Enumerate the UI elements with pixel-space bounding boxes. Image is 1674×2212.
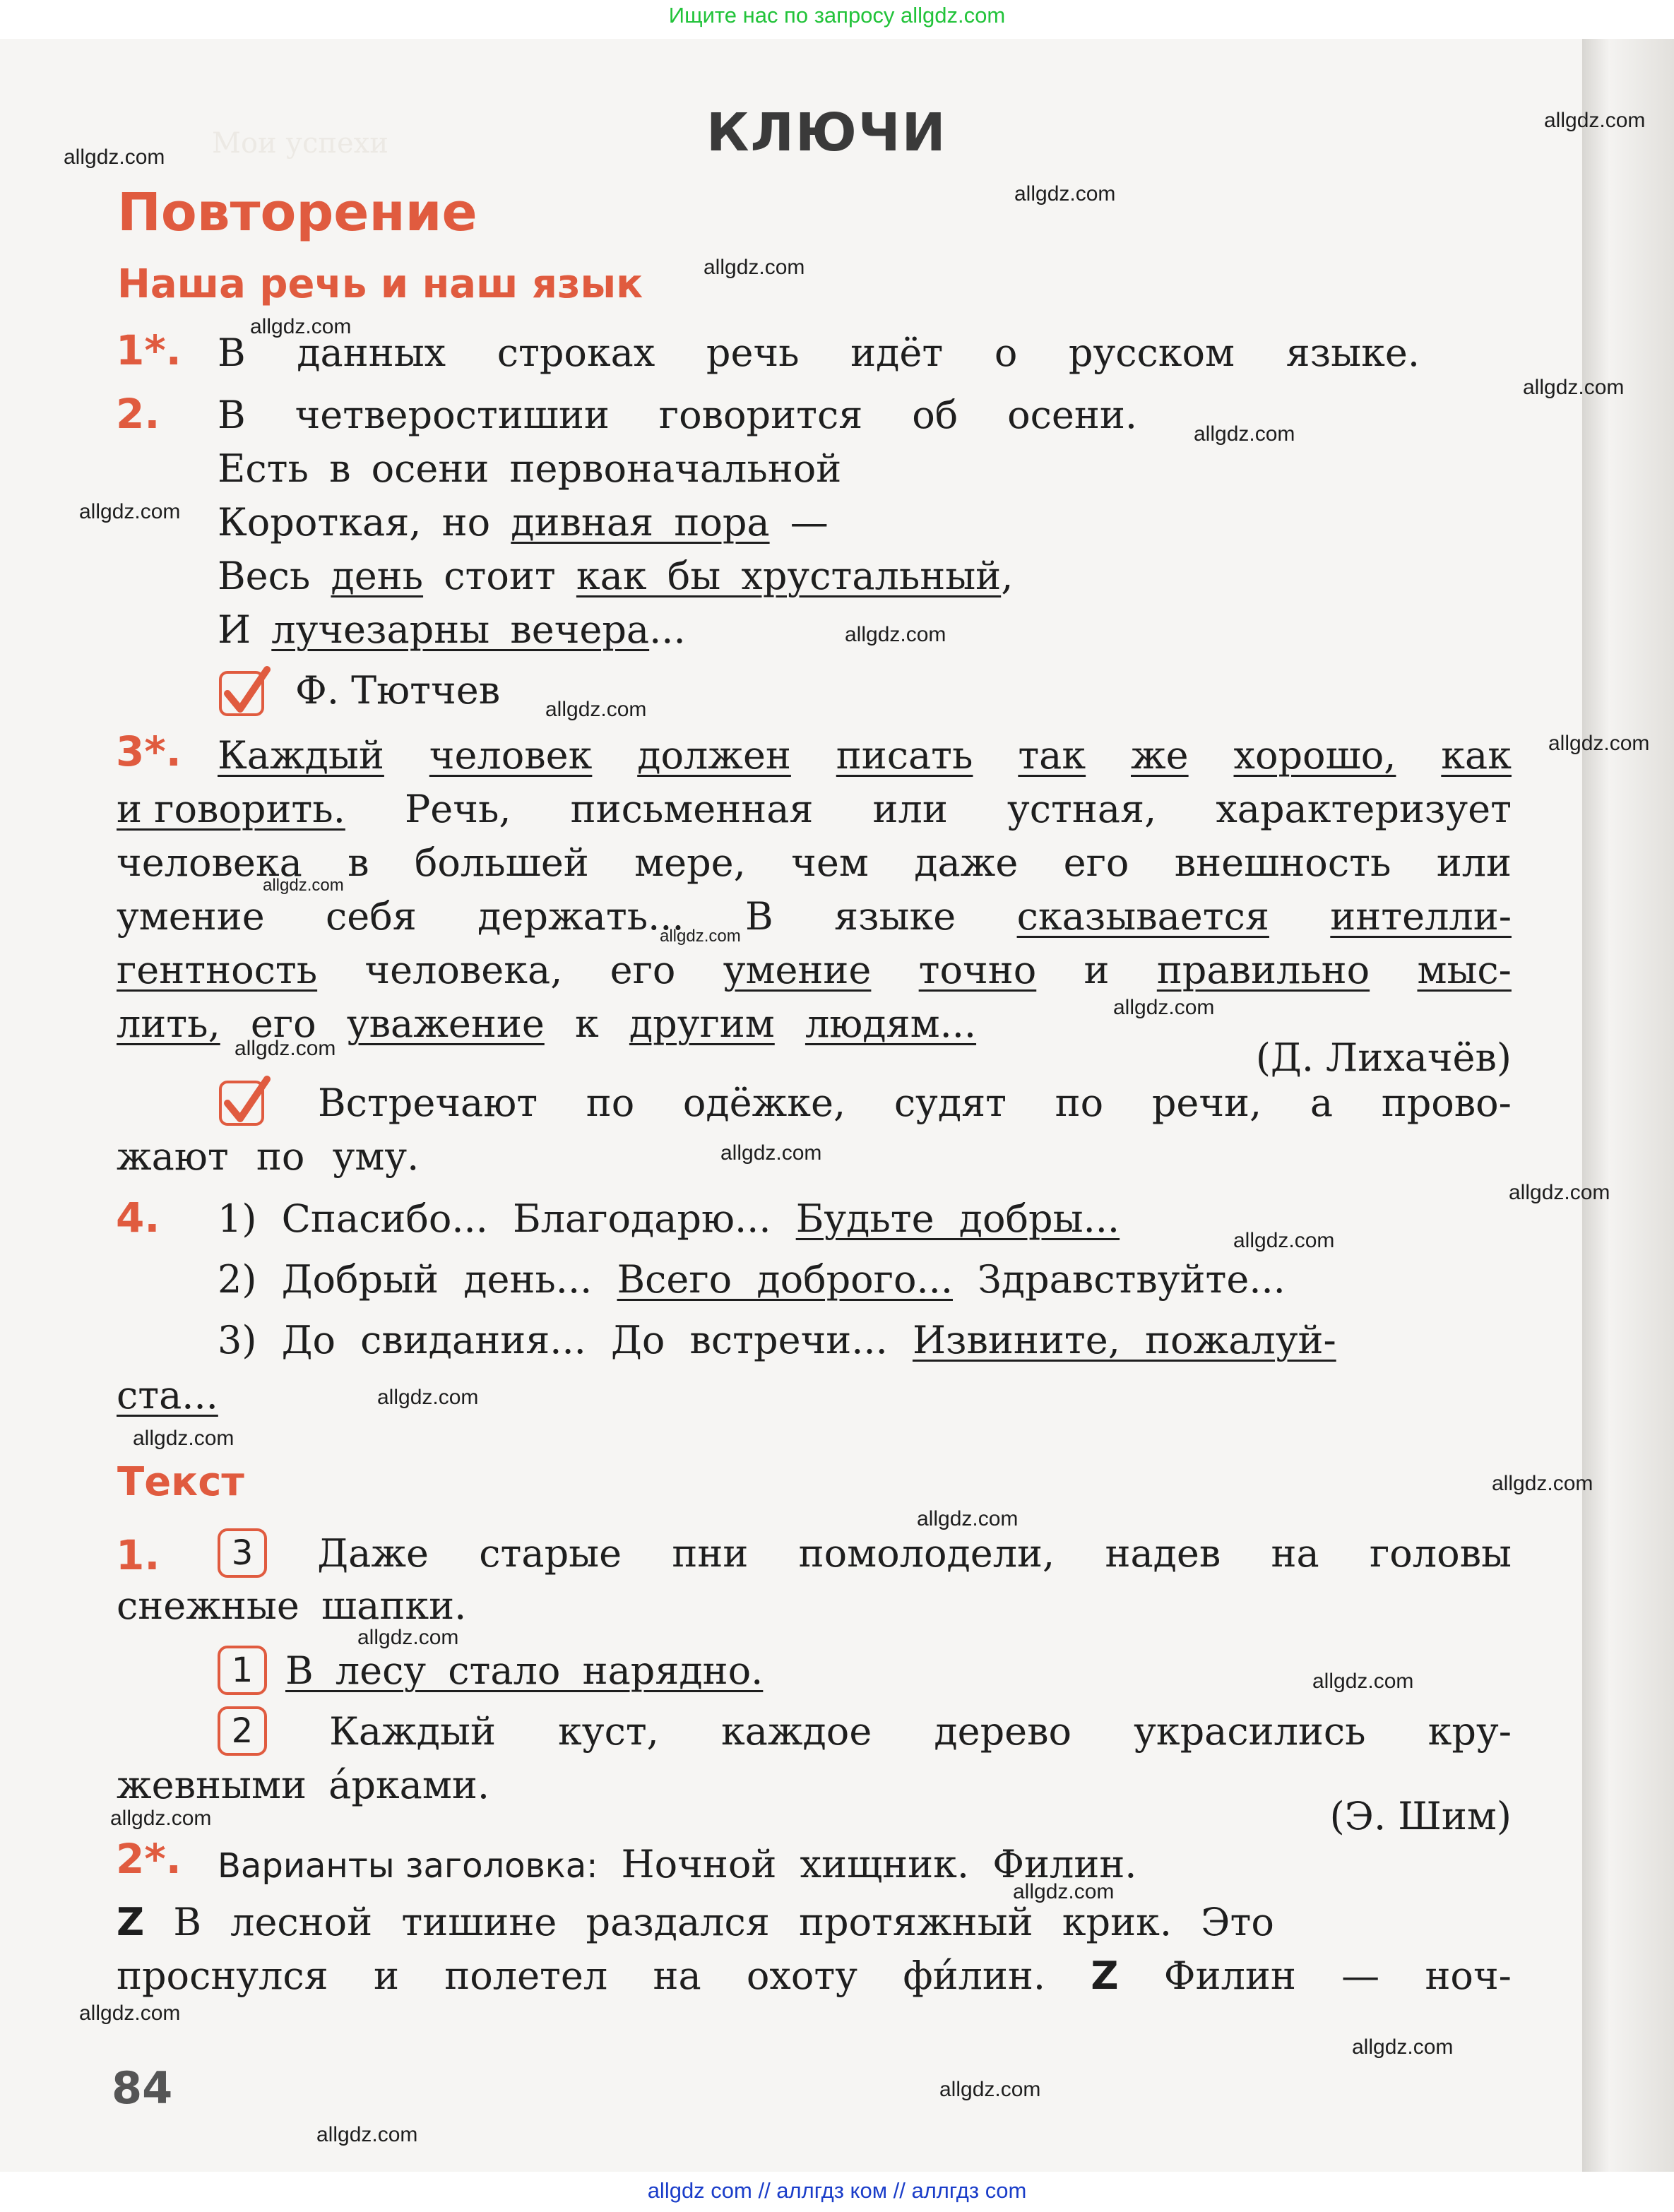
- watermark: allgdz.com: [704, 256, 805, 279]
- watermark: allgdz.com: [316, 2123, 418, 2146]
- watermark: allgdz.com: [1544, 109, 1646, 132]
- paragraph-mark: Z: [117, 1900, 145, 1944]
- answer-row: 3) До свидания... До встречи... Извините, пожалуй-: [218, 1318, 1336, 1362]
- page-edge: [1582, 39, 1674, 2172]
- watermark: allgdz.com: [939, 2078, 1041, 2101]
- order-box: 3: [218, 1528, 267, 1578]
- watermark: allgdz.com: [1194, 422, 1295, 446]
- task1-line: В данных строках речь идёт о русском языке.: [218, 331, 1420, 375]
- watermark: allgdz.com: [1352, 2035, 1454, 2059]
- proverb-line: Встречают по одёжке, судят по речи, а прово-: [318, 1081, 1512, 1125]
- task3-line: гентность человека, его умение точно и правильно мыс-: [117, 948, 1512, 992]
- watermark: allgdz.com: [1014, 182, 1116, 206]
- task-number: 4.: [116, 1194, 160, 1242]
- watermark: allgdz.com: [545, 698, 647, 721]
- answer-row: 1) Спасибо... Благодарю... Будьте добры...: [218, 1196, 1120, 1241]
- task3-line: и говорить. Речь, письменная или устная, характеризует: [117, 787, 1512, 831]
- checkmark-icon: [219, 671, 264, 716]
- poem-line: Есть в осени первоначальной: [218, 446, 842, 491]
- task-number: 3*.: [116, 727, 182, 775]
- order-box: 1: [218, 1646, 267, 1695]
- text-line: проснулся и полетел на охоту фи́лин. Z Филин — ноч-: [117, 1954, 1512, 1998]
- watermark: allgdz.com: [917, 1507, 1019, 1530]
- watermark: allgdz.com: [660, 927, 741, 946]
- task2-intro: В четверостишии говорится об осени.: [218, 393, 1137, 437]
- watermark: allgdz.com: [1312, 1670, 1414, 1693]
- poem-line: И лучезарны вечера...: [218, 607, 686, 652]
- text-line: Z В лесной тишине раздался протяжный крик. Это: [117, 1900, 1274, 1944]
- watermark: allgdz.com: [250, 315, 352, 338]
- watermark: allgdz.com: [1548, 732, 1650, 755]
- task3-line: лить, его уважение к другим людям...: [117, 1001, 977, 1046]
- quote-author: (Д. Лихачёв): [1255, 1035, 1512, 1080]
- watermark: allgdz.com: [110, 1807, 212, 1830]
- task3-line: умение себя держать... В языке сказывается интелли-: [117, 894, 1512, 939]
- watermark: allgdz.com: [845, 623, 946, 646]
- proverb-line: жают по уму.: [117, 1134, 420, 1179]
- ordered-sentence: 3 Даже старые пни помолодели, надев на головы: [218, 1528, 1512, 1578]
- watermark: allgdz.com: [263, 876, 344, 895]
- task-number: 2.: [116, 390, 160, 438]
- subsection-heading: Наша речь и наш язык: [117, 261, 643, 307]
- ordered-sentence: жевными а́рками.: [117, 1763, 490, 1807]
- task-number: 1*.: [116, 326, 182, 374]
- title-variants: Варианты заголовка: Ночной хищник. Филин.: [218, 1842, 1137, 1886]
- poem-line: Весь день стоит как бы хрустальный,: [218, 554, 1014, 598]
- watermark: allgdz.com: [235, 1037, 336, 1060]
- paragraph-mark: Z: [1091, 1954, 1119, 1998]
- task-number: 2*.: [116, 1835, 182, 1883]
- page-title: КЛЮЧИ: [706, 102, 947, 163]
- poem-line: Короткая, но дивная пора —: [218, 500, 829, 545]
- answer-row: 2) Добрый день... Всего доброго... Здравствуйте...: [218, 1257, 1286, 1302]
- watermark: allgdz.com: [1523, 376, 1625, 399]
- task3-line: Каждый человек должен писать так же хорошо, как: [218, 733, 1512, 778]
- subsection-heading: Текст: [117, 1459, 244, 1505]
- watermark: allgdz.com: [79, 2002, 181, 2025]
- order-box: 2: [218, 1706, 267, 1756]
- top-banner[interactable]: Ищите нас по запросу allgdz.com: [668, 3, 1006, 28]
- ordered-sentence: 1 В лесу стало нарядно.: [218, 1646, 763, 1695]
- text-author: (Э. Шим): [1329, 1794, 1512, 1838]
- watermark: allgdz.com: [357, 1626, 459, 1649]
- watermark: allgdz.com: [1492, 1472, 1593, 1495]
- watermark: allgdz.com: [133, 1427, 235, 1450]
- task3-line: человека в большей мере, чем даже его внешность или: [117, 840, 1512, 885]
- bleed-through-text: Мои успехи: [212, 127, 388, 160]
- bottom-footer[interactable]: allgdz com // аллгдз ком // аллгдз com: [647, 2178, 1027, 2203]
- poem-author: Ф. Тютчев: [295, 668, 501, 713]
- watermark: allgdz.com: [377, 1386, 479, 1409]
- page-number: 84: [112, 2062, 173, 2114]
- ordered-sentence: снежные шапки.: [117, 1583, 467, 1628]
- section-heading: Повторение: [117, 182, 477, 243]
- checkmark-icon: [219, 1081, 264, 1126]
- task-number: 1.: [116, 1531, 160, 1579]
- watermark: allgdz.com: [1013, 1880, 1115, 1903]
- watermark: allgdz.com: [1113, 996, 1215, 1019]
- answer-row: ста...: [117, 1373, 218, 1417]
- watermark: allgdz.com: [720, 1141, 822, 1165]
- watermark: allgdz.com: [64, 145, 165, 169]
- watermark: allgdz.com: [1509, 1181, 1610, 1204]
- watermark: allgdz.com: [1233, 1229, 1335, 1252]
- watermark: allgdz.com: [79, 500, 181, 523]
- ordered-sentence: 2 Каждый куст, каждое дерево украсились кру-: [218, 1706, 1512, 1756]
